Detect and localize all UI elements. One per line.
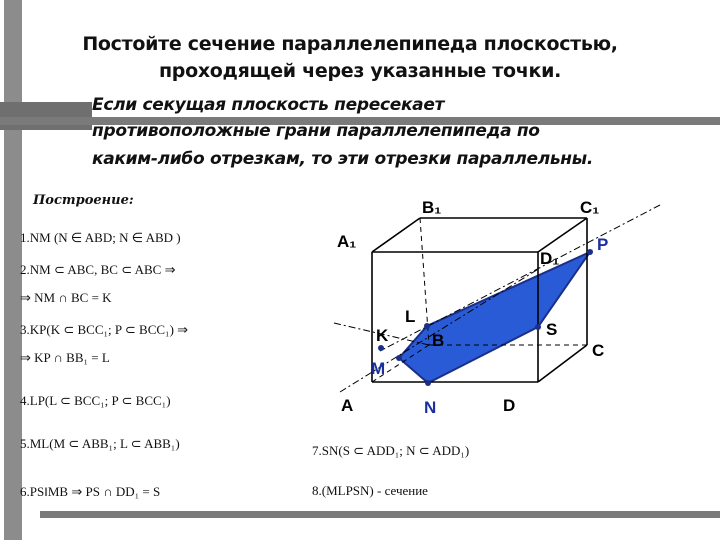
rule-text-line-1: Если секущая плоскость пересекает bbox=[92, 95, 445, 115]
slide-title-line-1: Постойте сечение параллелепипеда плоскостью, bbox=[82, 33, 618, 55]
label-B: B bbox=[432, 331, 445, 350]
label-B1: B₁ bbox=[422, 198, 442, 217]
step-2b: ⇒ NM ∩ BC = K bbox=[20, 290, 112, 305]
label-P: P bbox=[597, 235, 609, 254]
section-polygon bbox=[399, 252, 590, 383]
step-3b: ⇒ KP ∩ BB₁ = L bbox=[20, 350, 110, 365]
step-6: 6.PS‖MB ⇒ PS ∩ DD₁ = S bbox=[20, 484, 161, 499]
step-8: 8.(MLPSN) - сечение bbox=[312, 483, 428, 498]
label-C: C bbox=[592, 341, 605, 360]
step-5: 5.ML(M ⊂ ABB₁; L ⊂ ABB₁) bbox=[20, 436, 180, 451]
label-A: A bbox=[341, 396, 354, 415]
label-A1: A₁ bbox=[337, 232, 357, 251]
step-2a: 2.NM ⊂ ABC, BC ⊂ ABC ⇒ bbox=[20, 262, 176, 277]
label-L: L bbox=[405, 307, 416, 326]
label-K: K bbox=[376, 326, 389, 345]
rule-text-line-3: каким-либо отрезкам, то эти отрезки параллельны. bbox=[92, 149, 593, 169]
construction-heading: Построение: bbox=[33, 193, 134, 208]
step-4: 4.LP(L ⊂ BCC₁; P ⊂ BCC₁) bbox=[20, 393, 171, 408]
step-1: 1.NM (N ∈ ABD; N ∈ ABD ) bbox=[20, 230, 181, 245]
step-7: 7.SN(S ⊂ ADD₁; N ⊂ ADD₁) bbox=[312, 443, 470, 458]
label-M: M bbox=[371, 359, 386, 378]
label-D1: D₁ bbox=[540, 249, 560, 268]
slide-title-line-2: проходящей через указанные точки. bbox=[158, 60, 562, 82]
label-D: D bbox=[503, 396, 516, 415]
label-C1: C₁ bbox=[580, 198, 600, 217]
rule-text-line-2: противоположные грани параллелепипеда по bbox=[92, 121, 540, 141]
label-N: N bbox=[424, 398, 437, 417]
label-S: S bbox=[546, 320, 558, 339]
step-3a: 3.KP(K ⊂ BCC₁; P ⊂ BCC₁) ⇒ bbox=[20, 322, 189, 337]
